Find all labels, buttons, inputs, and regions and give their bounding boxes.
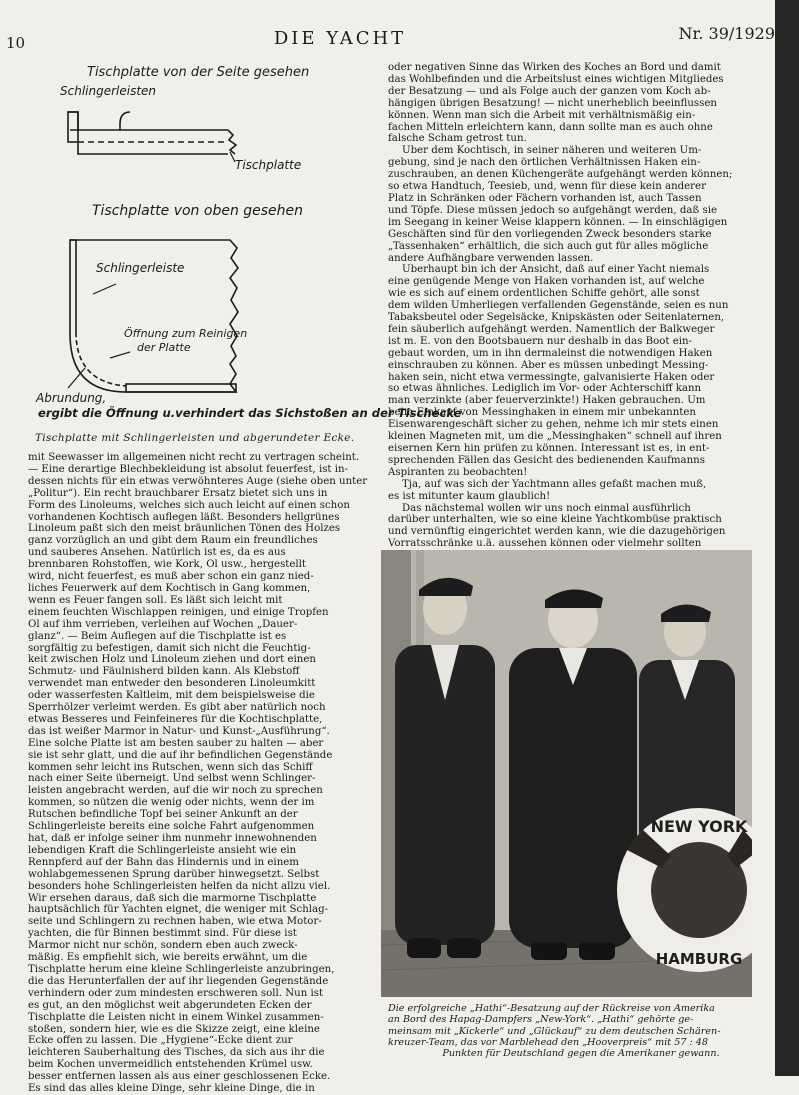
crew-photo <box>381 550 752 997</box>
paragraph-line: eisernen Kern hin prüfen zu können. Interessant ist es, in ent- <box>388 443 710 454</box>
paragraph-line: beim Kochen unvermeidlich entstehenden Krümel usw. <box>28 1059 313 1071</box>
opening-label-line1: Öffnung zum Reinigen <box>124 327 248 340</box>
paragraph-line: keit zwischen Holz und Linoleum ziehen und dort einen <box>28 654 316 666</box>
paragraph-line: leisten angebracht werden, auf die wir noch zu sprechen <box>28 785 323 797</box>
paragraph-line: Marmor nicht nur schön, sondern eben auch zweck- <box>28 940 298 952</box>
paragraph-line: fachen Mitteln erleichtern kann, dann sollte man es auch ohne <box>388 121 713 133</box>
paragraph-line: hängigen übrigen Besatzung! — nicht unerheblich beeinflussen <box>388 97 717 109</box>
paragraph-line: stoßen, sondern hier, wie es die Skizze zeigt, eine kleine <box>28 1023 320 1035</box>
paragraph-line: verhindern oder zum mindesten erschweren soll. Nun ist <box>28 987 324 999</box>
paragraph-line: hat, daß er infolge seiner ihm nunmehr innewohnenden <box>28 833 317 844</box>
paragraph-line: mit Seewasser im allgemeinen nicht recht zu vertragen scheint. <box>28 452 360 463</box>
paragraph-line: wird, nicht feuerfest, es muß aber schon ein ganz nied- <box>28 571 314 583</box>
side-view-title: Tischplatte von der Seite gesehen <box>87 65 310 80</box>
lifebuoy-top-text: NEW YORK <box>650 817 748 836</box>
rounding-label-line1: Abrundung, <box>36 391 107 405</box>
paragraph-line: Wir ersehen daraus, daß sich die marmorne Tischplatte <box>28 892 317 904</box>
paragraph-line: man verzinkte (aber feuerverzinkte!) Haken gebrauchen. Um <box>388 395 706 407</box>
paragraph-line: Eine solche Platte ist am besten sauber zu halten — aber <box>28 737 324 749</box>
paragraph-line: dessen nichts für ein etwas verwöhnteres Auge (siehe oben unter <box>28 475 368 487</box>
paragraph-line: die das Herunterfallen der auf ihr liegenden Gegenstände <box>28 975 329 987</box>
top-rail-label: Schlingerleiste <box>96 261 185 275</box>
paragraph-line: seite und Schlingern zu rechnen haben, wie etwa Motor- <box>28 916 322 928</box>
caption-line: meinsam mit „Kickerle“ und „Glückauf“ zu dem deutschen Schären- <box>388 1025 721 1037</box>
page-edge-shadow <box>775 0 799 1076</box>
paragraph-line: Öl auf ihm verrieben, verleihen auf Wochen „Dauer- <box>28 618 298 630</box>
paragraph-line: Schlingerleiste bereits eine solche Fahrt aufgenommen <box>28 821 315 833</box>
paragraph-line: Platz in Schränken oder Fächern vorhanden ist, auch Tassen <box>388 192 702 204</box>
figure-caption: Tischplatte mit Schlingerleisten und abgerundeter Ecke. <box>35 432 355 444</box>
paragraph-line: kleinen Magneten mit, um die „Messinghaken“ schnell auf ihren <box>388 431 722 443</box>
paragraph-line: so etwas ähnliches. Lediglich im Vor- oder Achterschiff kann <box>388 383 702 395</box>
paragraph-line: besonders hohe Schlingerleisten helfen da nicht allzu viel. <box>28 880 331 892</box>
paragraph-line: Ecke offen zu lassen. Die „Hygiene“-Ecke dient zur <box>28 1035 293 1047</box>
photo-caption <box>388 1003 774 1059</box>
paragraph-line: etwas Besseres und Feinfeineres für die Kochtischplatte, <box>28 713 323 725</box>
page-number: 10 <box>6 34 26 52</box>
paragraph-line: zuschrauben, an denen Küchengeräte aufgehängt werden können; <box>388 169 733 181</box>
paragraph-line: andere Aufhängbare verwenden lassen. <box>388 252 594 264</box>
diagram-drawing <box>30 62 375 434</box>
paragraph-line: Es sind das alles kleine Dinge, sehr kleine Dinge, die in <box>28 1083 315 1095</box>
paragraph-line: der Besatzung — und als Folge auch der ganzen vom Koch ab- <box>388 85 711 97</box>
top-view-title: Tischplatte von oben gesehen <box>92 203 304 219</box>
caption-line: Punkten für Deutschland gegen die Amerikaner gewann. <box>442 1048 720 1060</box>
paragraph-line: im Seegang in keiner Weise klappern können. — In einschlägigen <box>388 216 728 228</box>
paragraph-line: ganz vorzüglich an und gibt dem Raum ein freundliches <box>28 535 318 547</box>
paragraph-line: darüber unterhalten, wie so eine kleine Yachtkombüse praktisch <box>388 514 722 526</box>
paragraph-line: wenn es Feuer fangen soll. Es läßt sich leicht mit <box>28 594 283 606</box>
paragraph-line: glanz“. — Beim Auflegen auf die Tischplatte ist es <box>28 630 287 642</box>
paragraph-line: Tischplatte die Leisten nicht in einem Winkel zusammen- <box>28 1011 324 1023</box>
paragraph-line: so etwa Handtuch, Teesieb, und, wenn für diese kein anderer <box>388 181 706 193</box>
paragraph-line: und Töpfe. Diese müssen jedoch so aufgehängt werden, daß sie <box>388 204 717 216</box>
paragraph-line: Rennpferd auf der Bahn das Hindernis und in einem <box>28 856 299 868</box>
paragraph-line: Überhaupt bin ich der Ansicht, daß auf einer Yacht niemals <box>402 264 710 276</box>
paragraph-line: vorhandenen Kochtisch auflegen läßt. Besonders hellgrünes <box>28 511 340 523</box>
paragraph-line: Eisenwarengeschäft sicher zu gehen, nehme ich mir stets einen <box>388 419 719 431</box>
paragraph-line: und sauberes Ansehen. Natürlich ist es, da es aus <box>28 547 286 559</box>
opening-label-line2: der Platte <box>137 341 191 354</box>
side-rails-label: Schlingerleisten <box>60 84 157 98</box>
paragraph-line: und vernünftig eingerichtet werden kann, wie die dazugehörigen <box>388 526 726 538</box>
left-column <box>28 452 376 1095</box>
paragraph-line: verwendet man entweder den besonderen Linoleumkitt <box>28 678 316 690</box>
paragraph-line: Das nächstemal wollen wir uns noch einmal ausführlich <box>402 502 691 514</box>
paragraph-line: fein säuberlich aufgehängt werden. Namentlich der Balkweger <box>388 323 715 335</box>
caption-line: Die erfolgreiche „Hathi“-Besatzung auf der Rückreise von Amerika <box>388 1003 715 1014</box>
paragraph-line: sie ist sehr glatt, und die auf ihr befindlichen Gegenstände <box>28 749 333 761</box>
paragraph-line: — Eine derartige Blechbekleidung ist absolut feuerfest, ist in- <box>28 463 349 475</box>
paragraph-line: das ist weißer Marmor in Natur- und Kunst-„Ausführung“. <box>28 725 330 737</box>
paragraph-line: das Wohlbefinden und die Arbeitslust eines wichtigen Mitgliedes <box>388 73 724 85</box>
paragraph-line: wie es sich auf einem ordentlichen Schiffe gehört, alle sonst <box>388 288 700 300</box>
rounding-label-line2: ergibt die Öffnung u.verhindert das Sichstoßen an der Tischecke <box>38 406 462 420</box>
paragraph-line: hauptsächlich für Yachten eignet, die weniger mit Schlag- <box>28 904 329 916</box>
paragraph-line: „Politur“). Ein recht brauchbarer Ersatz bietet sich uns in <box>28 487 328 499</box>
paragraph-line: leichteren Sauberhaltung des Tisches, da sich aus ihr die <box>28 1047 325 1059</box>
paragraph-line: eine genügende Menge von Haken vorhanden ist, auf welche <box>388 276 705 288</box>
paragraph-line: gebaut worden, um in ihn dermaleinst die notwendigen Haken <box>388 347 713 359</box>
paragraph-line: gebung, sind je nach den örtlichen Verhältnissen Haken ein- <box>388 157 701 169</box>
paragraph-line: sorgfältig zu befestigen, damit sich nicht die Feuchtig- <box>28 642 311 654</box>
paragraph-line: „Tassenhaken“ erhältlich, die sich auch gut für alles mögliche <box>388 240 709 252</box>
issue-number: Nr. 39/1929 <box>678 24 775 43</box>
right-column <box>388 62 770 550</box>
paragraph-line: können. Wenn man sich die Arbeit mit verhältnismäßig ein- <box>388 109 696 121</box>
paragraph-line: Sperrhölzer verleimt werden. Es gibt aber natürlich noch <box>28 702 326 714</box>
masthead-title: DIE YACHT <box>273 28 407 49</box>
paragraph-line: wohlabgemessenen Sprung darüber hinwegsetzt. Selbst <box>28 868 320 880</box>
crew-photo-illustration <box>381 550 752 997</box>
paragraph-line: besser entfernen lassen als aus einer geschlossenen Ecke. <box>28 1071 331 1083</box>
paragraph-line: Rutschen befindliche Topf bei seiner Ankunft an der <box>28 809 298 821</box>
paragraph-line: falsche Scham getrost tun. <box>388 133 527 145</box>
paragraph-line: oder wasserfesten Kaltleim, mit dem beispielsweise die <box>28 690 315 702</box>
paragraph-line: Tja, auf was sich der Yachtmann alles gefaßt machen muß, <box>402 478 707 490</box>
paragraph-line: Tischplatte herum eine kleine Schlingerleiste anzubringen, <box>28 963 335 975</box>
paragraph-line: beim Einkauf von Messinghaken in einem mir unbekannten <box>388 407 696 419</box>
paragraph-line: ist m. E. von den Bootsbauern nur deshalb in das Boot ein- <box>388 335 692 347</box>
paragraph-line: haken sein, nicht etwa vermessingte, galvanisierte Haken oder <box>388 371 715 383</box>
paragraph-line: Über dem Kochtisch, in seiner näheren und weiteren Um- <box>402 145 702 157</box>
paragraph-line: einschrauben zu können. Aber es müssen unbedingt Messing- <box>388 359 709 371</box>
paragraph-line: es gut, an den möglichst weit abgerundeten Ecken der <box>28 999 312 1011</box>
paragraph-line: Aspiranten zu beobachten! <box>388 466 528 478</box>
lifebuoy-bottom-text: HAMBURG <box>655 950 743 968</box>
paragraph-line: liches Feuerwerk auf dem Kochtisch in Gang kommen, <box>28 582 311 594</box>
paragraph-line: yachten, die für Binnen bestimmt sind. Für diese ist <box>28 928 297 940</box>
paragraph-line: sprechenden Fällen das Gesicht des bedienenden Kaufmanns <box>388 454 705 466</box>
paragraph-line: Linoleum paßt sich den meist bräunlichen Tönen des Holzes <box>28 523 341 535</box>
paragraph-line: Tabaksbeutel oder Segelsäcke, Knipskästen oder Seitenlaternen, <box>388 312 725 324</box>
paragraph-line: lebendigen Kraft die Schlingerleiste ansieht wie ein <box>28 844 297 856</box>
paragraph-line: kommen, so nützen die wenig oder nichts, wenn der im <box>28 797 315 809</box>
paragraph-line: dem wilden Umherliegen verfallenden Gegenstände, seien es nun <box>388 300 729 312</box>
paragraph-line: nach einer Seite überneigt. Und selbst wenn Schlinger- <box>28 773 316 785</box>
paragraph-line: mäßig. Es empfiehlt sich, wie bereits erwähnt, um die <box>28 952 308 964</box>
side-plate-label: Tischplatte <box>235 158 302 172</box>
paragraph-line: es ist mitunter kaum glaublich! <box>388 490 551 502</box>
paragraph-line: brennbaren Rohstoffen, wie Kork, Öl usw., hergestellt <box>28 559 307 571</box>
paragraph-line: oder negativen Sinne das Wirken des Koches an Bord und damit <box>388 62 721 73</box>
paragraph-line: Form des Linoleums, welches sich auch leicht auf einen schon <box>28 499 350 511</box>
paragraph-line: Schmutz- und Fäulnisherd bilden kann. Als Klebstoff <box>28 666 300 678</box>
paragraph-line: Vorratsschränke u.ä. aussehen können oder vielmehr sollten <box>388 538 702 550</box>
page-header <box>0 22 775 52</box>
paragraph-line: einem feuchten Wischlappen reinigen, und einige Tropfen <box>28 606 329 618</box>
caption-line: an Bord des Hapag-Dampfers „New-York“. „Hathi“ gehörte ge- <box>388 1014 694 1026</box>
paragraph-line: kommen sehr leicht ins Rutschen, wenn sich das Schiff <box>28 761 313 773</box>
paragraph-line: Geschäften sind für den vorliegenden Zweck besonders starke <box>388 228 712 240</box>
caption-line: kreuzer-Team, das vor Marblehead den „Hooverpreis“ mit 57 : 48 <box>388 1036 708 1048</box>
